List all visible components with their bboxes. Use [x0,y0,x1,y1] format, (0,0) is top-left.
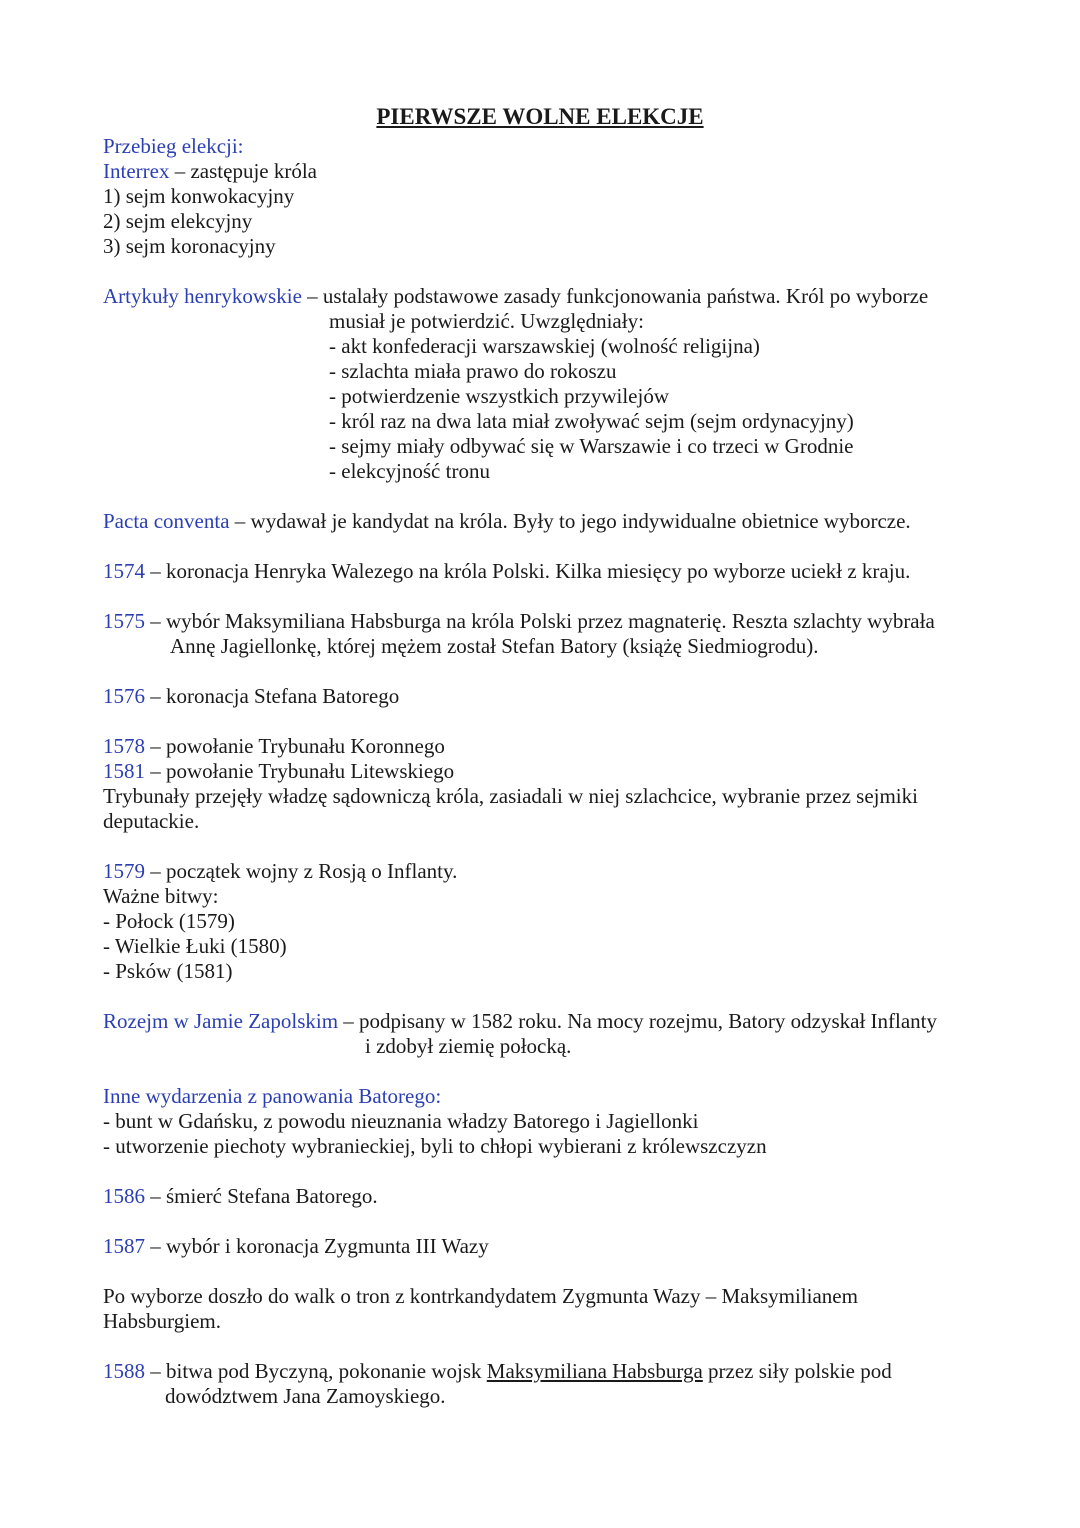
interrex-def: – zastępuje króla [169,159,317,183]
pacta-text: – wydawał je kandydat na króla. Były to jego indywidualne obietnice wyborcze. [229,509,911,533]
event-text: – wybór i koronacja Zygmunta III Wazy [145,1234,489,1258]
event-text-post: przez siły polskie pod [702,1359,892,1383]
interrex-line [103,159,983,184]
year-label: 1588 [103,1359,145,1383]
event-1581 [103,759,983,784]
year-label: 1576 [103,684,145,708]
powyborze-section [103,1284,983,1334]
przebieg-item: 3) sejm koronacyjny [103,234,276,258]
event-text-cont: dowództwem Jana Zamoyskiego. [165,1384,446,1408]
event-1587 [103,1234,983,1259]
page-title: PIERWSZE WOLNE ELEKCJE [376,104,704,129]
bitwa-item: - Wielkie Łuki (1580) [103,934,287,958]
artykuly-item: - akt konfederacji warszawskiej (wolność religijna) [329,334,760,358]
artykuly-text-2: musiał je potwierdzić. Uwzględniały: [329,309,644,333]
event-1574 [103,559,983,584]
event-1579 [103,859,983,984]
event-text: – śmierć Stefana Batorego. [145,1184,378,1208]
event-text: – bitwa pod Byczyną, pokonanie wojsk [145,1359,487,1383]
przebieg-heading: Przebieg elekcji: [103,134,244,158]
bitwy-heading: Ważne bitwy: [103,884,219,908]
artykuly-item: - sejmy miały odbywać się w Warszawie i co trzeci w Grodnie [329,434,854,458]
inne-section [103,1084,983,1159]
event-1576 [103,684,983,709]
inne-heading: Inne wydarzenia z panowania Batorego: [103,1084,442,1108]
year-label: 1586 [103,1184,145,1208]
year-label: 1575 [103,609,145,633]
powyborze-text-1: Po wyborze doszło do walk o tron z kontrkandydatem Zygmunta Wazy – Maksymilianem [103,1284,858,1308]
bitwa-item: - Połock (1579) [103,909,235,933]
artykuly-term: Artykuły henrykowskie [103,284,302,308]
przebieg-item: 2) sejm elekcyjny [103,209,253,233]
trybunaly-text-2: deputackie. [103,809,200,833]
event-text: – koronacja Henryka Walezego na króla Polski. Kilka miesięcy po wyborze uciekł z kraju. [145,559,911,583]
artykuly-body [103,309,983,484]
artykuly-item: - potwierdzenie wszystkich przywilejów [329,384,669,408]
event-text: – wybór Maksymiliana Habsburga na króla Polski przez magnaterię. Reszta szlachty wybrała [145,609,935,633]
trybunaly-text-1: Trybunały przejęły władzę sądowniczą króla, zasiadali w niej szlachcice, wybranie przez sejmiki [103,784,918,808]
rozejm-text: – podpisany w 1582 roku. Na mocy rozejmu, Batory odzyskał Inflanty [338,1009,938,1033]
artykuly-section [103,284,983,484]
artykuly-dash: – [301,284,323,308]
event-1575 [103,609,983,659]
artykuly-text-1: ustalały podstawowe zasady funkcjonowania państwa. Król po wyborze [322,284,929,308]
powyborze-text-2: Habsburgiem. [103,1309,222,1333]
event-1586 [103,1184,983,1209]
interrex-term: Interrex [103,159,170,183]
year-label: 1574 [103,559,145,583]
event-text: – koronacja Stefana Batorego [145,684,400,708]
rozejm-text-cont: i zdobył ziemię połocką. [365,1034,572,1058]
event-text: – powołanie Trybunału Koronnego [145,734,445,758]
event-text: – powołanie Trybunału Litewskiego [145,759,455,783]
year-label: 1581 [103,759,145,783]
artykuly-item: - król raz na dwa lata miał zwoływać sejm (sejm ordynacyjny) [329,409,854,433]
bitwa-item: - Psków (1581) [103,959,233,983]
artykuly-item: - szlachta miała prawo do rokoszu [329,359,617,383]
rozejm-section [103,1009,983,1059]
event-1588 [103,1359,983,1409]
inne-item: - utworzenie piechoty wybranieckiej, byli to chłopi wybierani z królewszczyzn [103,1134,767,1158]
przebieg-section [103,134,983,259]
artykuly-line-1 [103,284,983,309]
pacta-section [103,509,983,534]
inne-item: - bunt w Gdańsku, z powodu nieuznania władzy Batorego i Jagiellonki [103,1109,699,1133]
year-label: 1579 [103,859,145,883]
year-label: 1578 [103,734,145,758]
year-label: 1587 [103,1234,145,1258]
underlined-name: Maksymiliana Habsburga [486,1359,703,1383]
trybunaly-section [103,734,983,834]
event-text: – początek wojny z Rosją o Inflanty. [145,859,458,883]
pacta-term: Pacta conventa [103,509,230,533]
event-text-cont: Annę Jagiellonkę, której mężem został Stefan Batory (książę Siedmiogrodu). [170,634,819,658]
rozejm-term: Rozejm w Jamie Zapolskim [103,1009,339,1033]
przebieg-item: 1) sejm konwokacyjny [103,184,295,208]
artykuly-item: - elekcyjność tronu [329,459,490,483]
event-1578 [103,734,983,759]
